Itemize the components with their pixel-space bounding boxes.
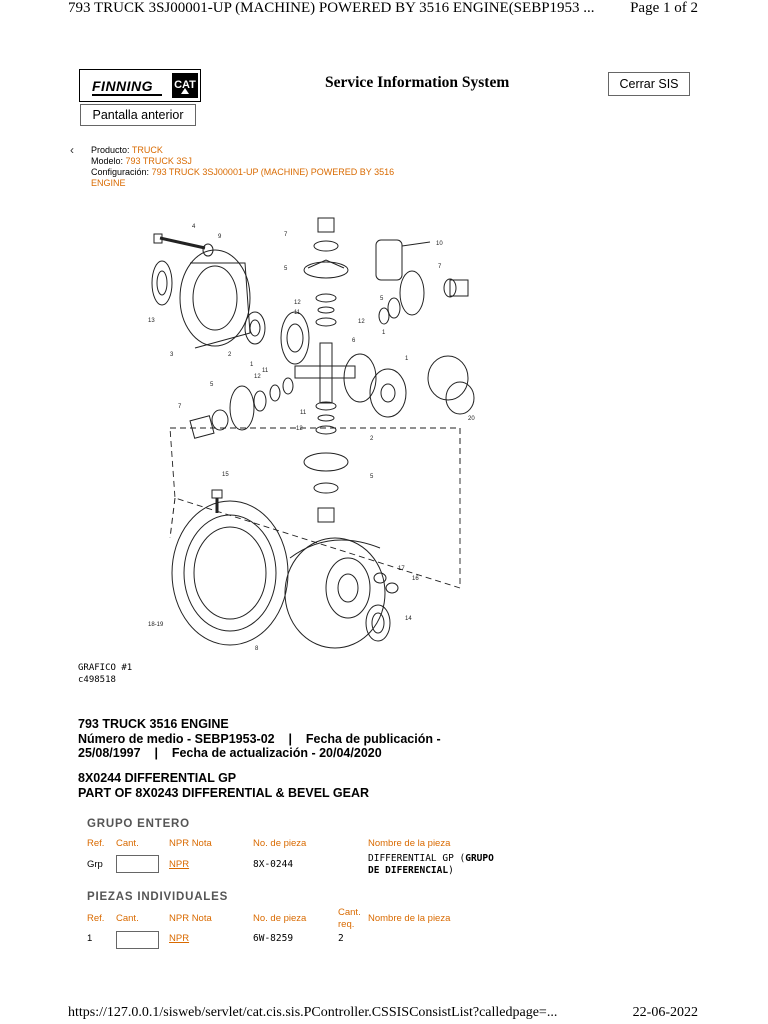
cat-logo [172,73,198,98]
piezas-quantity-input[interactable] [116,931,159,949]
callout-8: 8 [255,646,259,652]
piezas-header-ref: Ref. [87,913,105,924]
previous-screen-button[interactable]: Pantalla anterior [80,104,196,126]
grupo-part-name-bold-1: GRUPO [465,853,494,864]
callout-6: 6 [352,338,356,344]
callout-16: 16 [412,576,419,582]
doc-dates: 25/08/1997 | Fecha de actualización - 20/04/2020 [78,746,382,760]
grupo-entero-title: GRUPO ENTERO [87,818,190,830]
configuracion-label: Configuración: [91,167,150,177]
callout-15: 15 [222,472,229,478]
piezas-part-number: 6W-8259 [253,933,294,944]
callout-5-right: 5 [380,296,384,302]
callout-2: 2 [228,352,232,358]
producto-value: TRUCK [131,145,163,155]
differential-exploded-diagram [130,208,490,658]
modelo-value: 793 TRUCK 3SJ [125,156,192,166]
print-page-title: 793 TRUCK 3SJ00001-UP (MACHINE) POWERED BY 3516 ENGINE(SEBP1953 ... [68,0,595,16]
callout-12-left: 12 [254,374,261,380]
piezas-row-ref: 1 [87,933,93,944]
callout-1-right: 1 [382,330,386,336]
graphic-label: GRAFICO #1 [78,663,133,673]
callout-10: 10 [436,241,443,247]
grupo-part-name-plain: DIFFERENTIAL GP ( [368,853,466,864]
grupo-part-name [368,853,494,864]
callout-11-left: 11 [262,368,269,374]
piezas-npr-link[interactable]: NPR [169,933,190,944]
callout-18-19: 18-19 [148,622,164,628]
callout-5-b: 5 [370,474,374,480]
bolt-4 [154,234,205,248]
finning-cat-logo [79,69,201,102]
piezas-header-npr: NPR Nota [169,913,212,924]
callout-1-b: 1 [405,356,409,362]
grupo-part-number: 8X-0244 [253,859,294,870]
callout-5-left: 5 [210,382,214,388]
callout-4: 4 [192,224,196,230]
piezas-header-cant: Cant. [116,913,139,924]
configuracion-value-2: ENGINE [91,178,126,188]
part-title: 8X0244 DIFFERENTIAL GP [78,771,237,785]
callout-11: 11 [294,310,301,316]
callout-20: 20 [468,416,475,422]
print-page-number: Page 1 of 2 [630,0,698,16]
grupo-header-pieza: No. de pieza [253,838,307,849]
grupo-header-ref: Ref. [87,838,105,849]
grupo-header-npr: NPR Nota [169,838,212,849]
print-header [0,0,768,20]
app-title: Service Information System [325,74,510,91]
piezas-header-pieza: No. de pieza [253,913,307,924]
callout-1: 1 [250,362,254,368]
piezas-individuales-title: PIEZAS INDIVIDUALES [87,891,229,903]
piezas-header-nombre: Nombre de la pieza [368,913,451,924]
producto-label: Producto: [91,145,130,155]
producto-line [91,145,163,156]
grupo-part-name-line-2 [368,865,454,876]
print-footer-url: https://127.0.0.1/sisweb/servlet/cat.cis.sis.PController.CSSISConsistList?calledpage=... [68,1005,558,1020]
grupo-header-cant: Cant. [116,838,139,849]
modelo-label: Modelo: [91,156,124,166]
callout-7: 7 [284,232,288,238]
callout-2-right: 2 [370,436,374,442]
callout-14: 14 [405,616,412,622]
configuracion-value: 793 TRUCK 3SJ00001-UP (MACHINE) POWERED BY 3516 [151,167,395,177]
back-arrow-icon[interactable]: ‹ [70,143,74,157]
grupo-header-nombre: Nombre de la pieza [368,838,451,849]
grupo-row-ref: Grp [87,859,103,870]
configuracion-line-2 [91,178,126,189]
callout-7-left: 7 [178,404,182,410]
finning-logo-text: FINNING [92,78,154,94]
callout-12-b: 12 [296,426,303,432]
document-info [78,717,478,761]
callout-3: 3 [170,352,174,358]
grupo-quantity-input[interactable] [116,855,159,873]
print-footer-date: 22-06-2022 [632,1005,698,1020]
graphic-caption [78,662,132,686]
grupo-npr-link[interactable]: NPR [169,859,190,870]
finning-logo-swoosh [92,94,162,96]
part-info [78,771,478,800]
modelo-line [91,156,192,167]
piezas-cant-req: 2 [338,933,344,944]
callout-12: 12 [294,300,301,306]
callout-12-right: 12 [358,319,365,325]
graphic-id: c498518 [78,675,116,685]
cat-logo-triangle-icon [181,88,189,94]
piezas-header-cant-req-2: req. [338,919,355,930]
grupo-part-name-close: ) [448,865,454,876]
part-parent: PART OF 8X0243 DIFFERENTIAL & BEVEL GEAR [78,785,370,800]
cat-logo-text: CAT [174,79,196,91]
callout-17: 17 [398,566,405,572]
grupo-part-name-bold-2: DE DIFERENCIAL [368,865,449,876]
callout-5: 5 [284,266,288,272]
doc-title: 793 TRUCK 3516 ENGINE [78,717,229,731]
close-sis-button[interactable]: Cerrar SIS [608,72,690,96]
doc-media-number: Número de medio - SEBP1953-02 | Fecha de publicación - [78,731,441,746]
configuracion-line [91,167,394,178]
callout-11-b: 11 [300,410,307,416]
callout-13: 13 [148,318,155,324]
callout-7-right: 7 [438,264,442,270]
callout-9: 9 [218,234,222,240]
piezas-header-cant-req-1: Cant. [338,907,361,918]
